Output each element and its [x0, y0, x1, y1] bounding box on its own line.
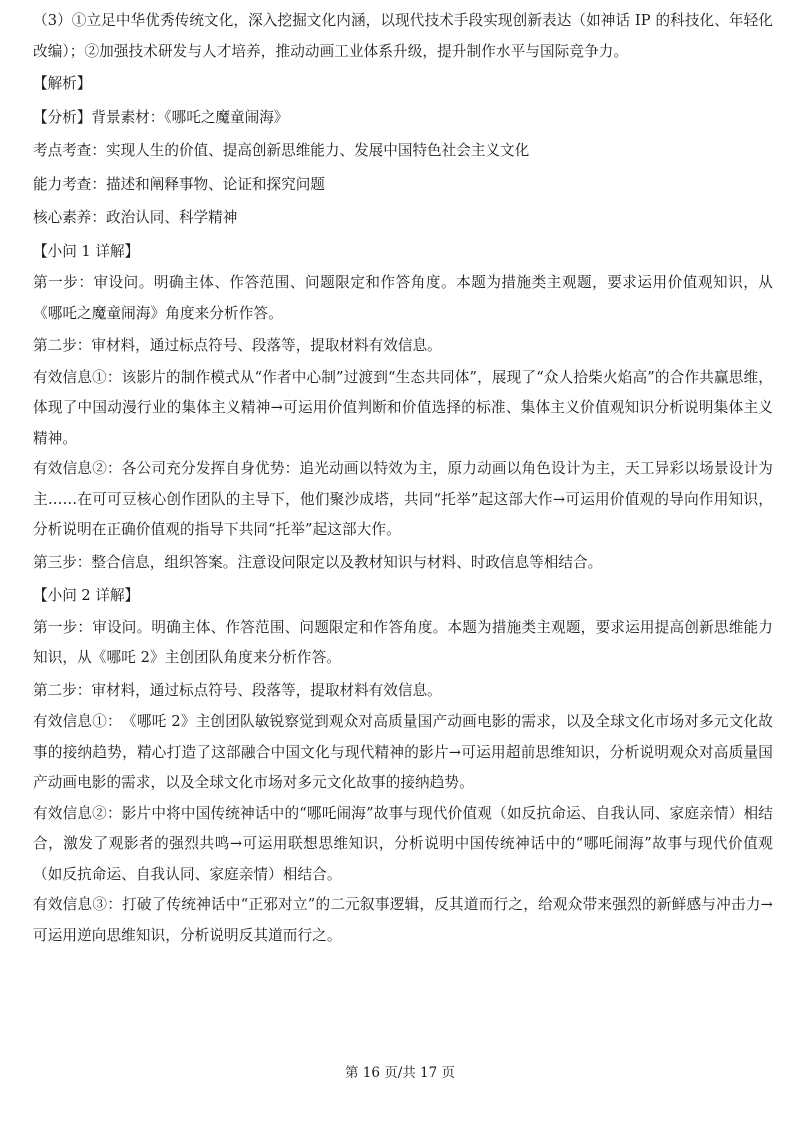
sub-question-1-heading: 【小问 1 详解】: [33, 242, 140, 260]
q2-effective-info-3: 有效信息③：打破了传统神话中“正邪对立”的二元叙事逻辑，反其道而行之，给观众带来强烈的新鲜感与冲击力→可运用逆向思维知识，分析说明反其道而行之。: [33, 896, 773, 944]
sub-question-2-heading: 【小问 2 详解】: [33, 587, 140, 604]
q2-effective-info-1: 有效信息①： 《哪吒 2》主创团队敏锐察觉到观众对高质量国产动画电影的需求，以及全球文化市场对多元文化故事的接纳趋势，精心打造了这部融合中国文化与现代精神的影片→可运用超前思维知识，分析说明观众对高质量国产动画电影的需求，以及全球文化市场对多元文化故事的接纳趋势。: [33, 713, 773, 791]
q1-step-2-line: 第二步：审材料，通过标点符号、段落等，提取材料有效信息。: [33, 337, 442, 354]
background-material-line: 【分析】背景素材：《哪吒之魔童闹海》: [33, 108, 289, 126]
q1-step-1-paragraph: 第一步：审设问。明确主体、作答范围、问题限定和作答角度。本题为措施类主观题，要求运用价值观知识，从《哪吒之魔童闹海》角度来分析作答。: [33, 274, 773, 322]
q2-effective-info-2: 有效信息②：影片中将中国传统神话中的“哪吒闹海”故事与现代价值观（如反抗命运、自我认同、家庭亲情）相结合，激发了观影者的强烈共鸣→可运用联想思维知识，分析说明中国传统神话中的“哪吒闹海”故事与现代价值观（如反抗命运、自我认同、家庭亲情）相结合。: [33, 804, 773, 883]
q2-step-2-line: 第二步：审材料，通过标点符号、段落等，提取材料有效信息。: [33, 681, 442, 699]
ability-line: 能力考查：描述和阐释事物、论证和探究问题: [33, 175, 325, 193]
q1-effective-info-2: 有效信息②：各公司充分发挥自身优势：追光动画以特效为主，原力动画以角色设计为主，天工异彩以场景设计为主……在可可豆核心创作团队的主导下，他们聚沙成塔，共同“托举”起这部大作→可运用价值观的导向作用知识，分析说明在正确价值观的指导下共同“托举”起这部大作。: [33, 460, 773, 538]
answer-paragraph-3: （3）①立足中华优秀传统文化，深入挖掘文化内涵，以现代技术手段实现创新表达（如神话 IP 的科技化、年轻化改编）；②加强技术研发与人才培养，推动动画工业体系升级，提升制作水平与国际竞争力。: [33, 12, 773, 60]
q1-effective-info-1: 有效信息①：该影片的制作模式从“作者中心制”过渡到“生态共同体”，展现了“众人拾柴火焰高”的合作共赢思维，体现了中国动漫行业的集体主义精神→可运用价值判断和价值选择的标准、集体主义价值观知识分析说明集体主义精神。: [33, 368, 773, 447]
page-number-footer: 第 16 页/共 17 页: [344, 1065, 456, 1081]
exam-point-line: 考点考查：实现人生的价值、提高创新思维能力、发展中国特色社会主义文化: [33, 142, 530, 159]
core-literacy-line: 核心素养：政治认同、科学精神: [33, 209, 238, 226]
document-body: [33, 6, 773, 951]
q1-step-3-line: 第三步：整合信息，组织答案。注意设问限定以及教材知识与材料、时政信息等相结合。: [33, 553, 603, 571]
analysis-heading: 【解析】: [33, 75, 92, 92]
q2-step-1-paragraph: 第一步：审设问。明确主体、作答范围、问题限定和作答角度。本题为措施类主观题，要求运用提高创新思维能力知识，从《哪吒 2》主创团队角度来分析作答。: [33, 618, 773, 666]
